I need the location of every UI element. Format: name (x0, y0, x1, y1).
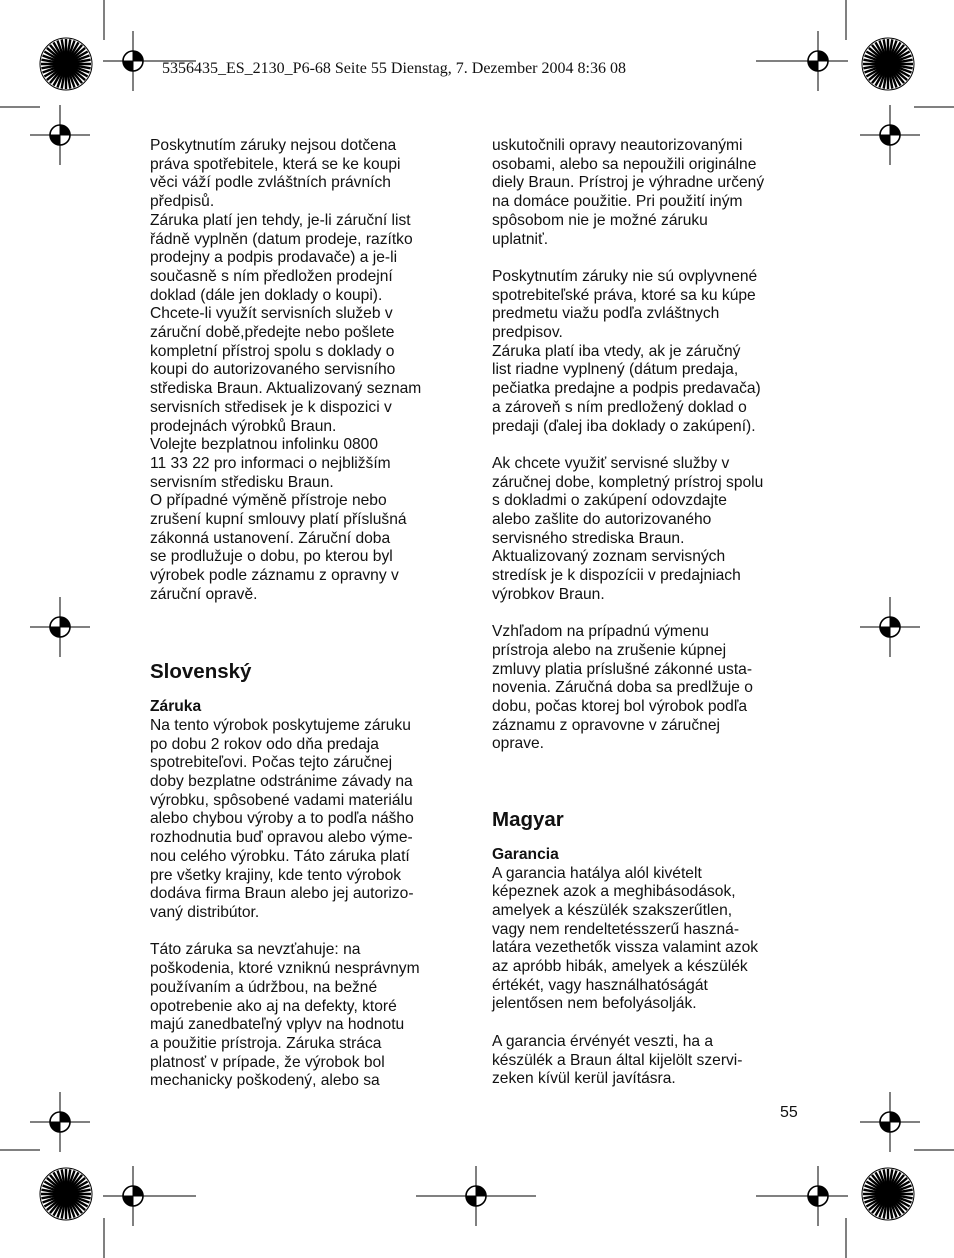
text-line: amelyek a készülék szakszerűtlen, (492, 901, 733, 919)
text-line: řádně vyplněn (datum prodeje, razítko (150, 230, 413, 248)
text-line: predaji (ďalej iba doklady o zakúpení). (492, 417, 756, 435)
text-line: střediska Braun. Aktualizovaný seznam (150, 380, 422, 398)
starburst-mark-top-right (862, 38, 914, 90)
text-line: Chcete-li využít servisních služeb v (150, 305, 393, 323)
text-line: prístroja alebo na zrušenie kúpnej (492, 641, 727, 659)
registration-mark (30, 105, 90, 165)
text-line: mechanicky poškodený, alebo sa (150, 1072, 380, 1090)
print-slug: 5356435_ES_2130_P6-68 Seite 55 Dienstag, 7. Dezember 2004 8:36 08 (162, 60, 626, 77)
slovak-paragraph-3 (492, 137, 804, 249)
registration-mark (860, 105, 920, 165)
text-line: s dokladmi o zakúpení odovzdajte (492, 492, 727, 510)
text-line: vagy nem rendeltetésszerű haszná- (492, 920, 740, 938)
right-column (492, 137, 804, 1108)
text-line: Táto záruka sa nevzťahuje: na (150, 941, 361, 959)
text-line: Ak chcete využiť servisné služby v (492, 454, 730, 472)
text-line: na domáce použitie. Pri použití iným (492, 193, 743, 211)
text-line: Aktualizovaný zoznam servisných (492, 548, 726, 566)
text-line: výrobek podle záznamu z opravny v (150, 567, 399, 585)
text-line: spotrebiteľské práva, ktoré sa ku kúpe (492, 286, 756, 304)
registration-mark (30, 1092, 90, 1152)
text-line: predpisov. (492, 324, 563, 342)
text-line: výrobkov Braun. (492, 585, 605, 603)
text-line: zmluvy platia príslušné zákonné usta- (492, 660, 753, 678)
starburst-mark-bottom-right (862, 1168, 914, 1220)
slovak-paragraph-6 (492, 623, 804, 754)
text-line: Poskytnutím záruky nie sú ovplyvnené (492, 267, 758, 285)
text-line: po dobu 2 rokov odo dňa predaja (150, 735, 379, 753)
starburst-mark-top-left (40, 38, 92, 90)
subtitle-hungarian-warranty: Garancia (492, 845, 559, 863)
text-line: osobami, alebo sa nepoužili originálne (492, 155, 757, 173)
text-line: opotrebenie ako aj na defekty, ktoré (150, 997, 397, 1015)
hungarian-paragraph-2 (492, 1033, 804, 1089)
text-line: dodáva firma Braun alebo jej autorizo- (150, 885, 414, 903)
left-column (150, 137, 462, 1110)
text-line: predmetu viažu podľa zvláštnych (492, 305, 720, 323)
text-line: zrušení kupní smlouvy platí příslušná (150, 511, 407, 529)
text-line: práva spotřebitele, která se ke koupi (150, 155, 401, 173)
registration-mark (860, 597, 920, 657)
text-line: doklad (dále jen doklady o koupi). (150, 286, 383, 304)
text-line: Na tento výrobok poskytujeme záruku (150, 716, 411, 734)
slovak-paragraph-4 (492, 268, 804, 436)
text-line: A garancia hatálya alól kivételt (492, 864, 702, 882)
text-line: koupi do autorizovaného servisního (150, 361, 396, 379)
text-line: spotrebiteľovi. Počas tejto záručnej (150, 754, 393, 772)
page-number: 55 (780, 1104, 798, 1121)
registration-mark (860, 1092, 920, 1152)
text-line: platnosť v prípade, že výrobok bol (150, 1053, 385, 1071)
text-line: prodejny a podpis prodavače) a je-li (150, 249, 398, 267)
hungarian-paragraph-1 (492, 865, 804, 1015)
text-line: dobu, počas ktorej bol výrobok podľa (492, 698, 748, 716)
text-line: záručnej dobe, kompletný prístroj spolu (492, 473, 764, 491)
text-line: 11 33 22 pro informaci o nejbližším (150, 454, 391, 472)
text-line: Záruka platí iba vtedy, ak je záručný (492, 342, 741, 360)
czech-warranty-text (150, 137, 462, 605)
text-line: Volejte bezplatnou infolinku 0800 (150, 436, 379, 454)
text-line: věci váží podle zvláštních právních (150, 174, 391, 192)
slovak-paragraph-2 (150, 941, 462, 1091)
registration-mark (30, 597, 90, 657)
text-line: poškodenia, ktoré vzniknú nesprávnym (150, 960, 420, 978)
text-line: servisním středisku Braun. (150, 473, 334, 491)
section-title-slovak: Slovenský (150, 660, 252, 684)
text-line: alebo zašlite do autorizovaného (492, 511, 712, 529)
text-line: používaním a údržbou, na bežné (150, 978, 378, 996)
text-line: výrobku, spôsobené vadami materiálu (150, 791, 413, 809)
text-line: rozhodnutia buď opravou alebo výme- (150, 829, 413, 847)
text-line: prodejnách výrobků Braun. (150, 417, 337, 435)
text-line: képeznek azok a meghibásodások, (492, 883, 736, 901)
text-line: készülék a Braun által kijelölt szervi- (492, 1051, 743, 1069)
subtitle-slovak-warranty: Záruka (150, 698, 202, 716)
text-line: oprave. (492, 735, 545, 753)
text-line: alebo chybou výroby a to podľa nášho (150, 810, 414, 828)
text-line: pečiatka predajne a podpis predavača) (492, 380, 761, 398)
text-line: majú zanedbateľný vplyv na hodnotu (150, 1016, 405, 1034)
text-line: pre všetky krajiny, kde tento výrobok (150, 866, 402, 884)
text-line: zeken kívül kerül javításra. (492, 1070, 676, 1088)
text-line: záruční době,předejte nebo pošlete (150, 324, 395, 342)
text-line: zákonná ustanovení. Záruční doba (150, 529, 391, 547)
text-line: a použitie prístroja. Záruka stráca (150, 1034, 382, 1052)
text-line: záruční opravě. (150, 585, 258, 603)
starburst-mark-bottom-left (40, 1168, 92, 1220)
text-line: diely Braun. Prístroj je výhradne určený (492, 174, 765, 192)
text-line: nou celého výrobku. Táto záruka platí (150, 847, 410, 865)
text-line: novenia. Záručná doba sa predlžuje o (492, 679, 753, 697)
text-line: Vzhľadom na prípadnú výmenu (492, 623, 709, 641)
slovak-paragraph-1 (150, 717, 462, 923)
text-line: a zároveň s ním predložený doklad o (492, 398, 747, 416)
text-line: se prodlužuje o dobu, po kterou byl (150, 548, 393, 566)
text-line: latára vezethetők vissza valamint azok (492, 939, 759, 957)
text-line: értékét, vagy használhatóságát (492, 976, 708, 994)
text-line: Záruka platí jen tehdy, je-li záruční list (150, 211, 411, 229)
text-line: A garancia érvényét veszti, ha a (492, 1032, 714, 1050)
text-line: Poskytnutím záruky nejsou dotčena (150, 137, 397, 154)
text-line: doby bezplatne odstránime závady na (150, 773, 413, 791)
text-line: servisného strediska Braun. (492, 529, 685, 547)
text-line: uskutočnili opravy neautorizovanými (492, 137, 743, 154)
text-line: servisních středisek je k dispozici v (150, 398, 392, 416)
text-line: spôsobom nie je možné záruku (492, 211, 708, 229)
text-line: předpisů. (150, 193, 215, 211)
slovak-paragraph-5 (492, 455, 804, 605)
text-line: O případné výměně přístroje nebo (150, 492, 387, 510)
text-line: list riadne vyplnený (dátum predaja, (492, 361, 739, 379)
text-line: záznamu z opravovne v záručnej (492, 716, 720, 734)
text-line: jelentősen nem befolyásolják. (492, 995, 697, 1013)
text-line: vaný distribútor. (150, 904, 260, 921)
section-title-hungarian: Magyar (492, 807, 564, 831)
text-line: současně s ním předložen prodejní (150, 267, 393, 285)
text-line: stredísk je k dispozícii v predajniach (492, 567, 741, 585)
text-line: uplatniť. (492, 230, 549, 248)
text-line: kompletní přístroj spolu s doklady o (150, 342, 395, 360)
text-line: az apróbb hibák, amelyek a készülék (492, 958, 748, 976)
